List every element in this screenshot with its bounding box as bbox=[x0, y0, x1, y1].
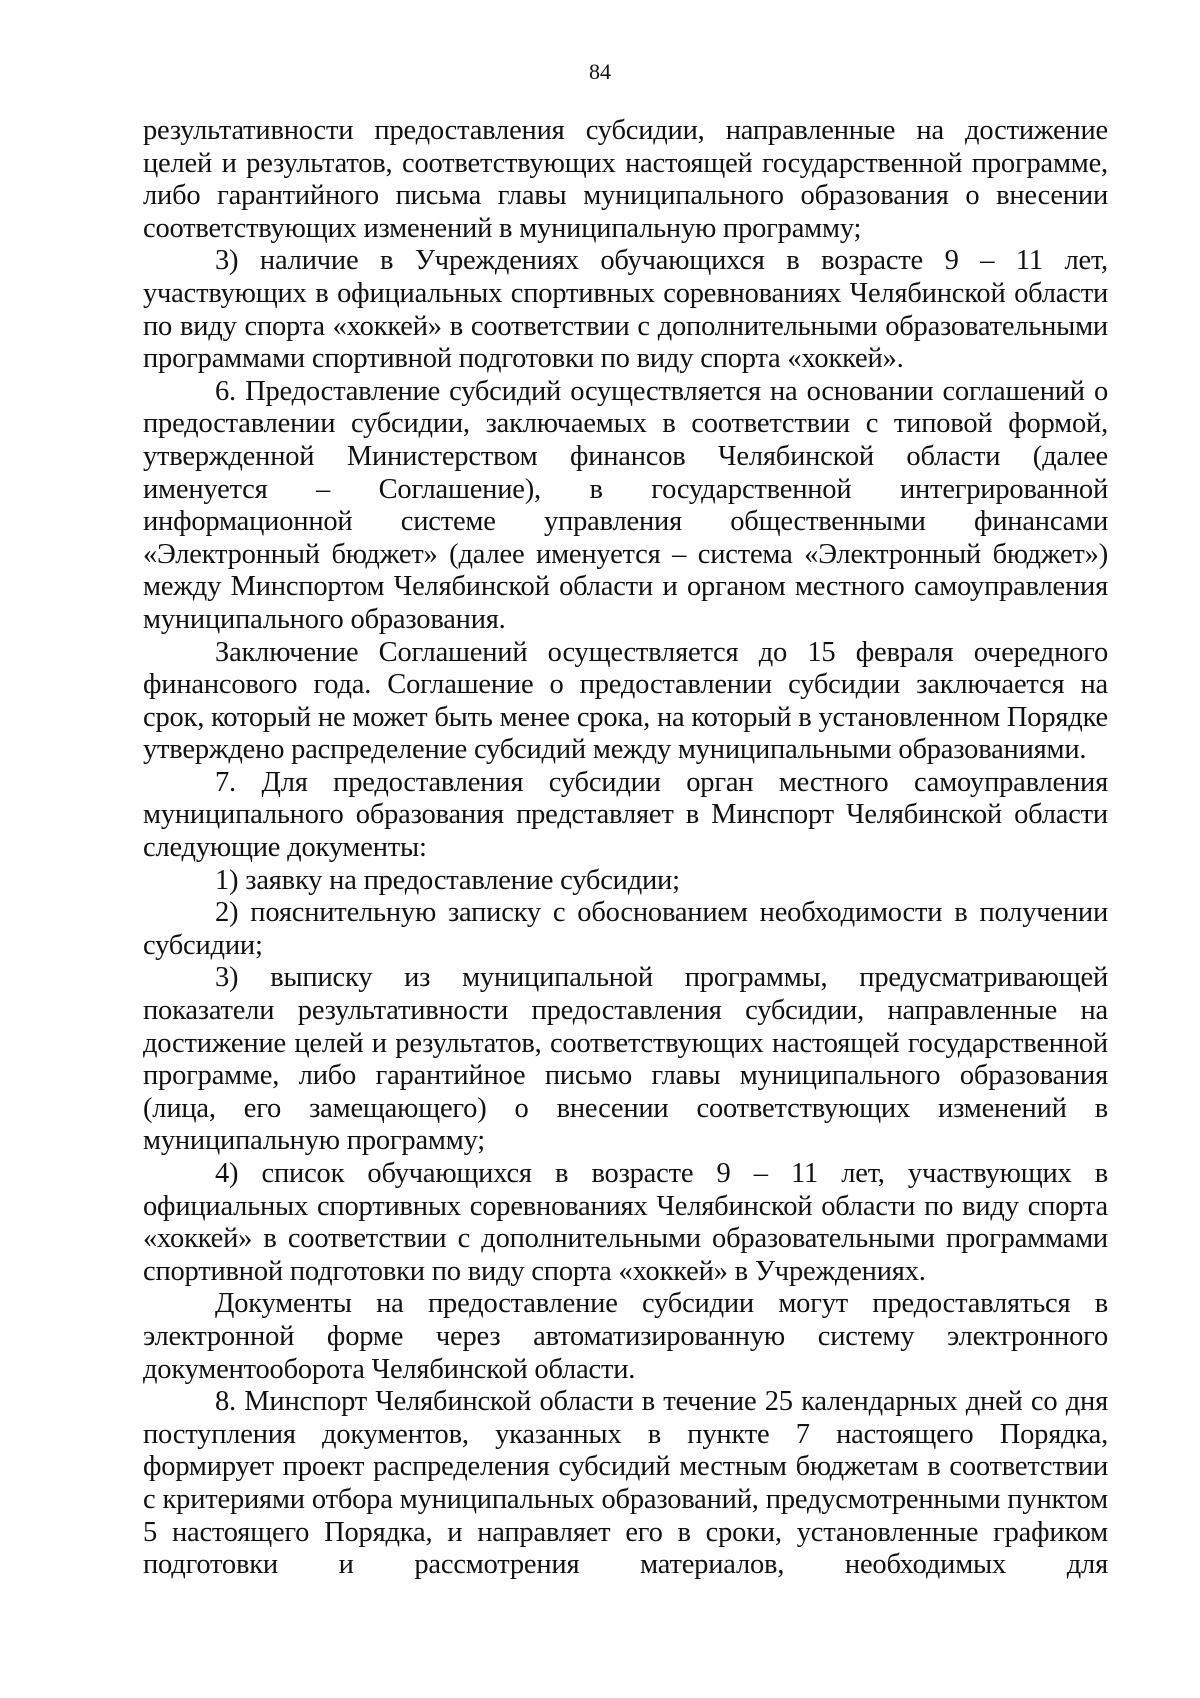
paragraph-agreements: Заключение Соглашений осуществляется до 15 февраля очередного финансового года. Соглашение о предоставлении субсидии заключается на срок, который не может быть менее срока, на который в установленном Порядке утверждено распределение субсидий между муниципальными образованиями. bbox=[143, 636, 1108, 766]
list-item-4: 4) список обучающихся в возрасте 9 – 11 лет, участвующих в официальных спортивных соревнованиях Челябинской области по виду спорта «хоккей» в соответствии с дополнительными образовательными программами спортивной подготовки по виду спорта «хоккей» в Учреждениях. bbox=[143, 1158, 1108, 1287]
list-item-3: 3) выписку из муниципальной программы, предусматривающей показатели результативности предоставления субсидии, направленные на достижение целей и результатов, соответствующих настоящей государственной программе, либо гарантийное письмо главы муниципального образования (лица, его замещающего) о внесении соответствующих изменений в муниципальную программу; bbox=[143, 962, 1108, 1157]
page-number: 84 bbox=[589, 59, 611, 84]
list-item-1: 1) заявку на предоставление субсидии; bbox=[215, 864, 680, 896]
document-body bbox=[143, 115, 1108, 1582]
paragraph-criterion-3: 3) наличие в Учреждениях обучающихся в возрасте 9 – 11 лет, участвующих в официальных спортивных соревнованиях Челябинской области по виду спорта «хоккей» в соответствии с дополнительными образовательными программами спортивной подготовки по виду спорта «хоккей». bbox=[143, 245, 1108, 375]
paragraph-clause-8: 8. Минспорт Челябинской области в течение 25 календарных дней со дня поступления документов, указанных в пункте 7 настоящего Порядка, формирует проект распределения субсидий местным бюджетам в соответствии с критериями отбора муниципальных образований, предусмотренными пунктом 5 настоящего Порядка, и направляет его в сроки, установленные графиком подготовки и рассмотрения материалов, необходимых для bbox=[143, 1386, 1108, 1581]
paragraph-clause-6: 6. Предоставление субсидий осуществляется на основании соглашений о предоставлении субсидии, заключаемых в соответствии с типовой формой, утвержденной Министерством финансов Челябинской области (далее именуется – Соглашение), в государственной интегрированной информационной системе управления общественными финансами «Электронный бюджет» (далее именуется – система «Электронный бюджет») между Минспортом Челябинской области и органом местного самоуправления муниципального образования. bbox=[143, 375, 1108, 635]
paragraph-electronic-docs: Документы на предоставление субсидии могут предоставляться в электронной форме через автоматизированную систему электронного документооборота Челябинской области. bbox=[143, 1288, 1108, 1385]
paragraph-clause-7: 7. Для предоставления субсидии орган местного самоуправления муниципального образования представляет в Минспорт Челябинской области следующие документы: bbox=[143, 766, 1108, 864]
list-item-2: 2) пояснительную записку с обоснованием необходимости в получении субсидии; bbox=[143, 897, 1108, 961]
paragraph-continuation: результативности предоставления субсидии, направленные на достижение целей и результатов, соответствующих настоящей государственной программе, либо гарантийного письма главы муниципального образования о внесении соответствующих изменений в муниципальную программу; bbox=[143, 115, 1108, 244]
